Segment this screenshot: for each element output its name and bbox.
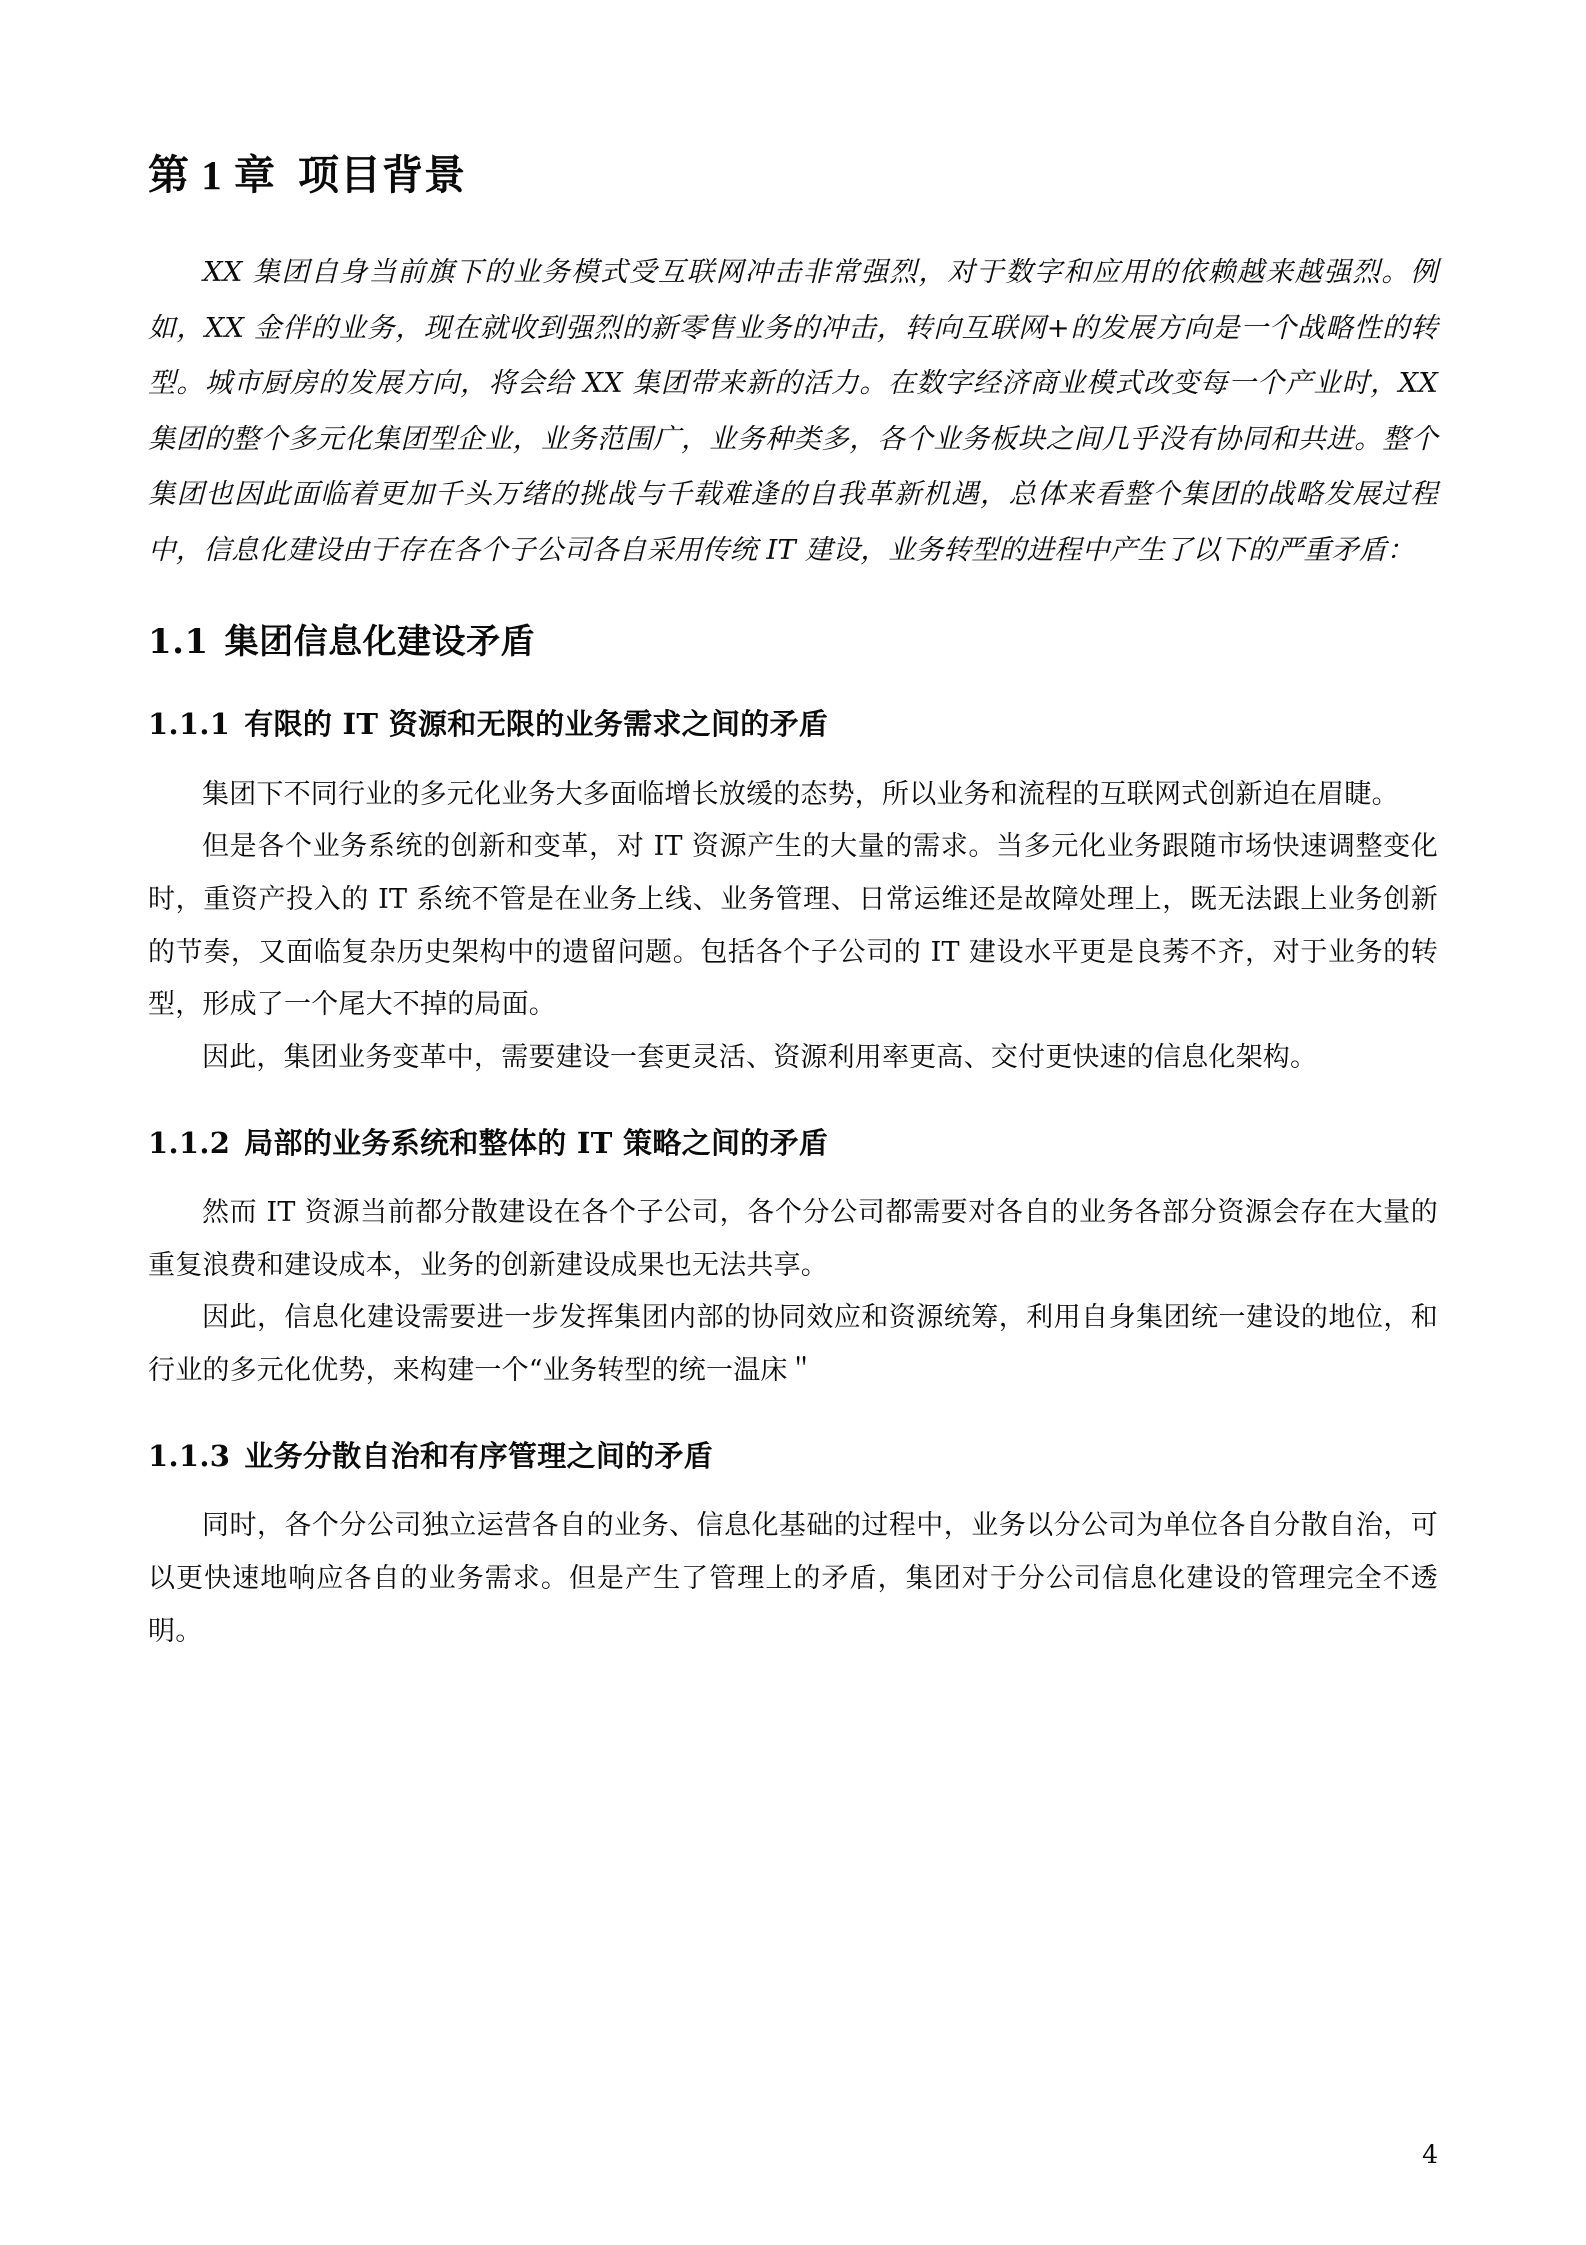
- chapter-heading: [148, 150, 1438, 201]
- subsection-number: 1.1.1: [148, 707, 231, 742]
- subsection-heading-1-1-2: [148, 1123, 1438, 1164]
- paragraph: 因此，集团业务变革中，需要建设一套更灵活、资源利用率更高、交付更快速的信息化架构。: [202, 1041, 1318, 1073]
- subsection-number: 1.1.3: [148, 1438, 231, 1473]
- subsection-heading-1-1-3: [148, 1436, 1438, 1477]
- paragraph: 集团下不同行业的多元化业务大多面临增长放缓的态势，所以业务和流程的互联网式创新迫在眉睫。: [202, 778, 1399, 810]
- paragraph: 然而 IT 资源当前都分散建设在各个子公司，各个分公司都需要对各自的业务各部分资源会存在大量的重复浪费和建设成本，业务的创新建设成果也无法共享。: [148, 1197, 1438, 1281]
- lead-paragraph: XX 集团自身当前旗下的业务模式受互联网冲击非常强烈，对于数字和应用的依赖越来越强烈。例如，XX 金伴的业务，现在就收到强烈的新零售业务的冲击，转向互联网+的发展方向是一个战略性的转型。城市厨房的发展方向，将会给 XX 集团带来新的活力。在数字经济商业模式改变每一个产业时，XX 集团的整个多元化集团型企业，业务范围广，业务种类多，各个业务板块之间几乎没有协同和共进。整个集团也因此面临着更加千头万绪的挑战与千载难逢的自我革新机遇，总体来看整个集团的战略发展过程中，信息化建设由于存在各个子公司各自采用传统 IT 建设，业务转型的进程中产生了以下的严重矛盾：: [148, 256, 1438, 566]
- paragraph: 因此，信息化建设需要进一步发挥集团内部的协同效应和资源统筹，利用自身集团统一建设的地位，和行业的多元化优势，来构建一个“业务转型的统一温床＂: [148, 1302, 1438, 1387]
- page-content: [148, 150, 1438, 1658]
- subsection-title-text: 局部的业务系统和整体的 IT 策略之间的矛盾: [244, 1125, 829, 1160]
- section-title-text: 集团信息化建设矛盾: [224, 621, 536, 662]
- subsection-number: 1.1.2: [148, 1125, 231, 1160]
- chapter-title-text: 项目背景: [298, 151, 466, 199]
- paragraph: 同时，各个分公司独立运营各自的业务、信息化基础的过程中，业务以分公司为单位各自分散自治，可以更快速地响应各自的业务需求。但是产生了管理上的矛盾，集团对于分公司信息化建设的管理完全不透明。: [148, 1510, 1438, 1647]
- subsection-heading-1-1-1: [148, 704, 1438, 745]
- paragraph: 但是各个业务系统的创新和变革，对 IT 资源产生的大量的需求。当多元化业务跟随市场快速调整变化时，重资产投入的 IT 系统不管是在业务上线、业务管理、日常运维还是故障处理上，既无法跟上业务创新的节奏，又面临复杂历史架构中的遗留问题。包括各个子公司的 IT 建设水平更是良莠不齐，对于业务的转型，形成了一个尾大不掉的局面。: [148, 831, 1438, 1021]
- page-number: 4: [1422, 2140, 1438, 2169]
- section-heading-1-1: [148, 619, 1438, 667]
- subsection-title-text: 有限的 IT 资源和无限的业务需求之间的矛盾: [244, 707, 829, 742]
- chapter-number: 第 1 章: [148, 152, 276, 198]
- subsection-title-text: 业务分散自治和有序管理之间的矛盾: [244, 1438, 714, 1473]
- section-number: 1.1: [148, 621, 209, 662]
